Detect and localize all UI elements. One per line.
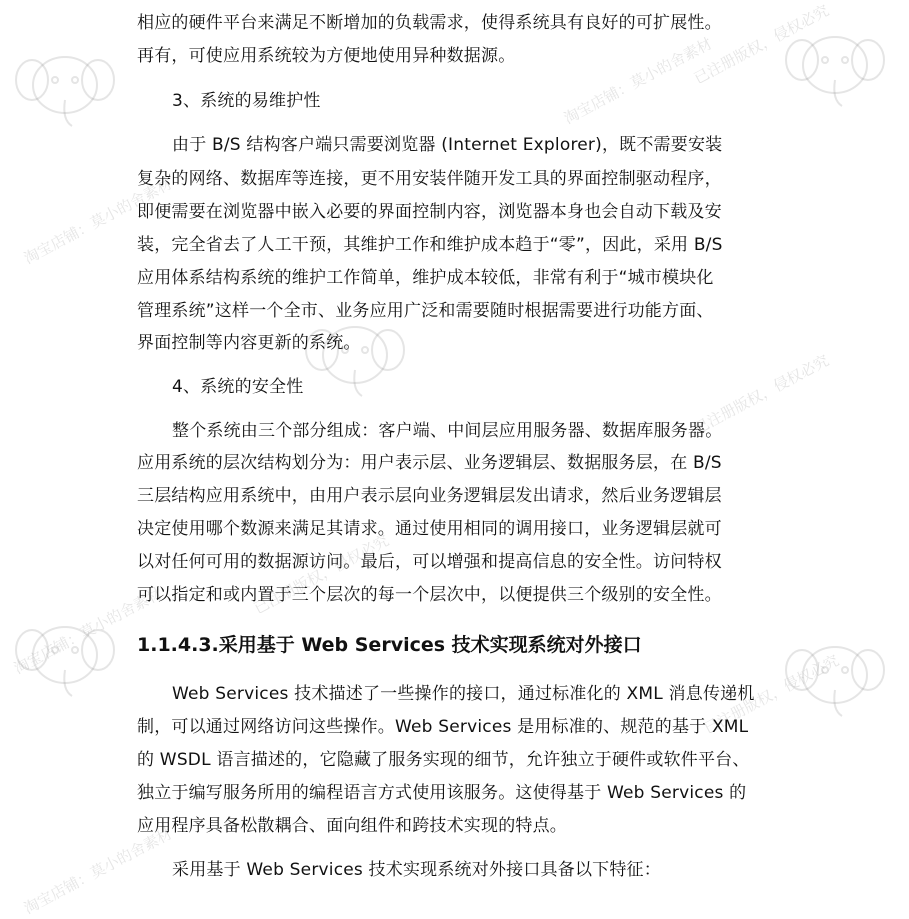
paragraph-line: 即便需要在浏览器中嵌入必要的界面控制内容，浏览器本身也会自动下载及安 — [137, 202, 722, 222]
paragraph-line: 相应的硬件平台来满足不断增加的负载需求，使得系统具有良好的可扩展性。 — [137, 13, 722, 33]
elephant-watermark-icon — [300, 310, 410, 400]
paragraph-line: Web Services 技术描述了一些操作的接口，通过标准化的 XML 消息传递机 — [172, 684, 755, 704]
watermark-text: 淘宝店铺：莫小的舍素材 — [560, 34, 716, 128]
watermark-text: 已注册版权，侵权必究 — [690, 1, 832, 88]
paragraph-line: 的 WSDL 语言描述的，它隐藏了服务实现的细节，允许独立于硬件或软件平台、 — [137, 750, 750, 770]
paragraph-line: 应用体系结构系统的维护工作简单，维护成本较低，非常有利于“城市模块化 — [137, 268, 714, 288]
paragraph-line: 可以指定和或内置于三个层次的每一个层次中，以便提供三个级别的安全性。 — [137, 585, 722, 605]
paragraph-line: 独立于编写服务所用的编程语言方式使用该服务。这使得基于 Web Services 的 — [137, 783, 747, 803]
paragraph-line: 由于 B/S 结构客户端只需要浏览器 (Internet Explorer)，既不需要安装 — [172, 135, 723, 155]
elephant-watermark-icon — [780, 20, 890, 110]
paragraph-line: 复杂的网络、数据库等连接，更不用安装伴随开发工具的界面控制驱动程序， — [137, 169, 722, 189]
paragraph-line: 整个系统由三个部分组成：客户端、中间层应用服务器、数据库服务器。 — [172, 421, 723, 441]
watermark-text: 淘宝店铺：莫小的舍素材 — [20, 174, 176, 268]
paragraph-line: 制，可以通过网络访问这些操作。Web Services 是用标准的、规范的基于 XML — [137, 717, 749, 737]
subsection-title: 3、系统的易维护性 — [172, 91, 321, 111]
subsection-title: 4、系统的安全性 — [172, 377, 304, 397]
paragraph-line: 应用系统的层次结构划分为：用户表示层、业务逻辑层、数据服务层，在 B/S — [137, 453, 722, 473]
paragraph-line: 决定使用哪个数源来满足其请求。通过使用相同的调用接口，业务逻辑层就可 — [137, 519, 722, 539]
section-heading: 1.1.4.3.采用基于 Web Services 技术实现系统对外接口 — [137, 634, 642, 656]
paragraph-line: 装，完全省去了人工干预，其维护工作和维护成本趋于“零”，因此，采用 B/S — [137, 235, 723, 255]
paragraph-line: 管理系统”这样一个全市、业务应用广泛和需要随时根据需要进行功能方面、 — [137, 301, 714, 321]
watermark-text: 淘宝店铺：莫小的舍素材 — [10, 584, 166, 678]
elephant-watermark-icon — [10, 40, 120, 130]
watermark-text: 已注册版权，侵权必究 — [690, 351, 832, 438]
paragraph-line: 再有，可使应用系统较为方便地使用异种数据源。 — [137, 46, 516, 66]
paragraph-line: 应用程序具备松散耦合、面向组件和跨技术实现的特点。 — [137, 816, 567, 836]
elephant-watermark-icon — [10, 610, 120, 700]
paragraph-line: 三层结构应用系统中，由用户表示层向业务逻辑层发出请求，然后业务逻辑层 — [137, 486, 722, 506]
watermark-text: 已注册版权，侵权必究 — [700, 651, 842, 738]
elephant-watermark-icon — [780, 630, 890, 720]
watermark-text: 已注册版权，侵权必究 — [250, 531, 392, 618]
watermark-text: 淘宝店铺：莫小的舍素材 — [20, 824, 176, 918]
paragraph-line: 界面控制等内容更新的系统。 — [137, 333, 361, 353]
paragraph-line: 以对任何可用的数据源访问。最后，可以增强和提高信息的安全性。访问特权 — [137, 552, 722, 572]
paragraph-line: 采用基于 Web Services 技术实现系统对外接口具备以下特征： — [172, 860, 661, 880]
